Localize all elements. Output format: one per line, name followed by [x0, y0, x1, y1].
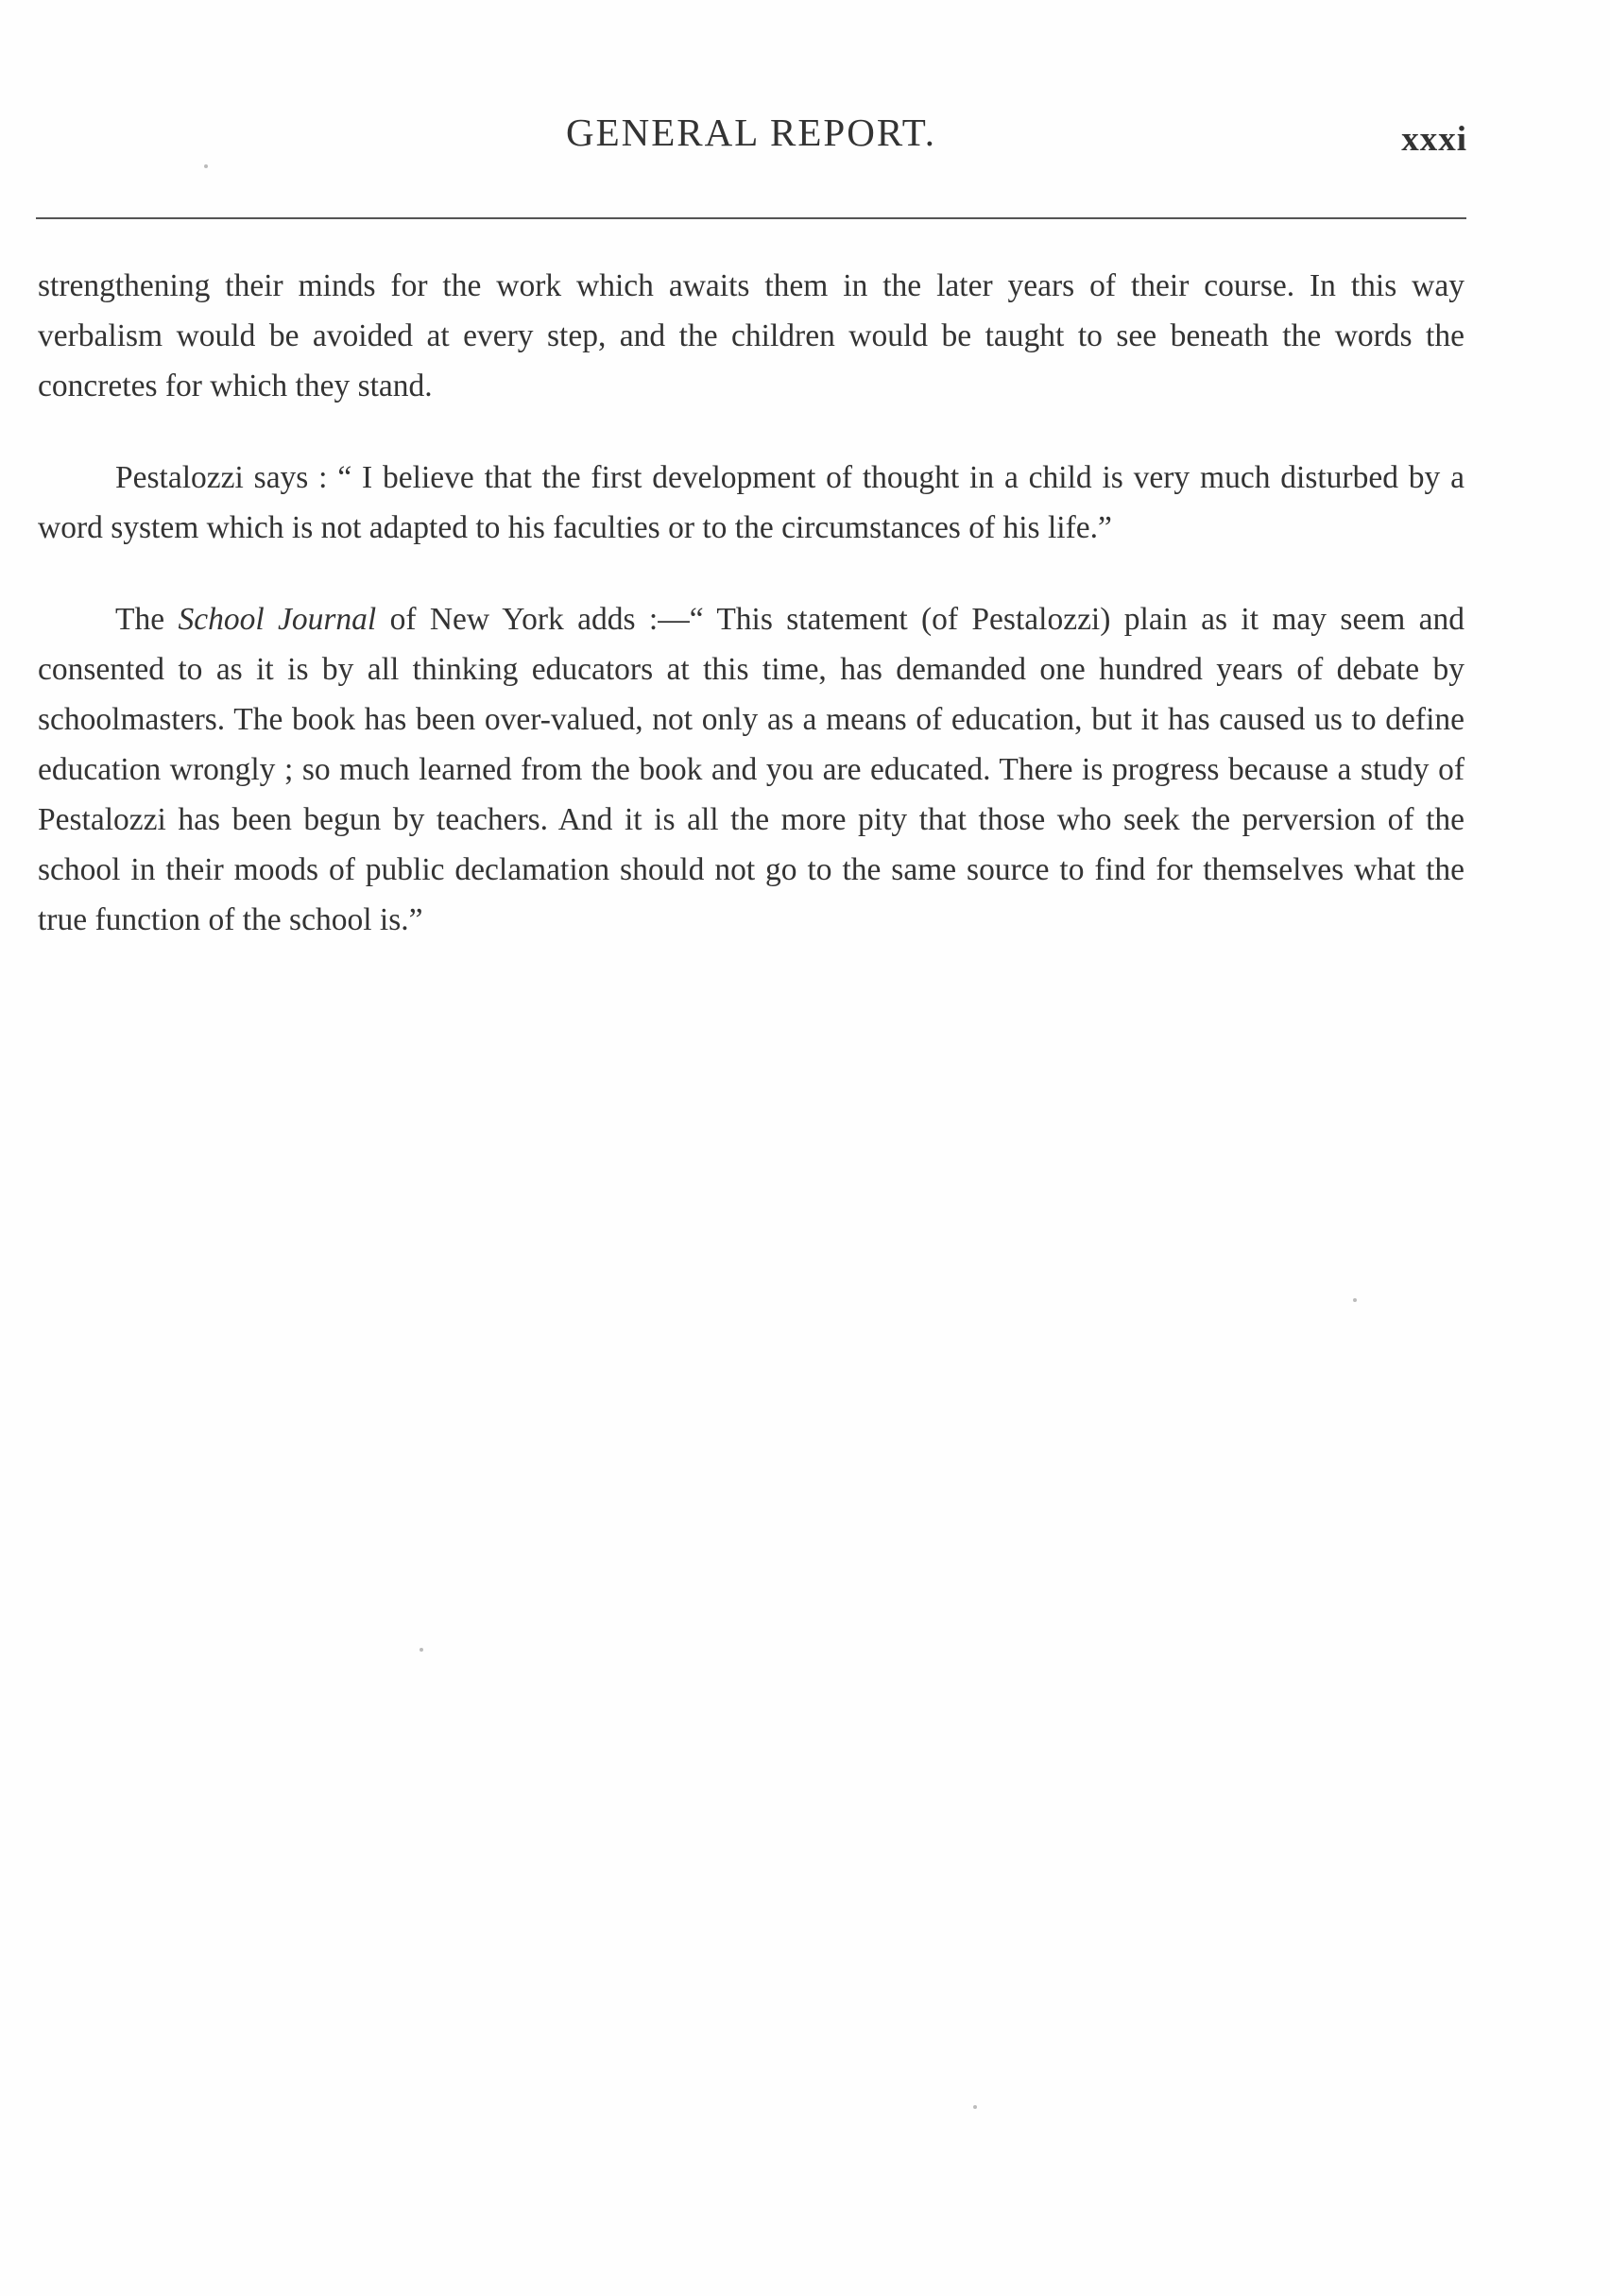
header-rule: [36, 217, 1466, 219]
paragraph-school-journal: [38, 594, 1464, 945]
paper-speck: [204, 164, 208, 168]
body-text: [38, 261, 1464, 986]
paragraph-lead: The: [115, 602, 179, 637]
journal-title: School Journal: [178, 602, 377, 637]
paper-speck: [973, 2105, 977, 2109]
paragraph-pestalozzi-quote: Pestalozzi says : “ I believe that the first development of thought in a child is very much disturbed by a word system which is not adapted to his faculties or to the circumstances of his life.”: [38, 460, 1464, 545]
page-number: xxxi: [1401, 120, 1467, 159]
paragraph-continuation: strengthening their minds for the work which awaits them in the later years of their course. In this way verbalism would be avoided at every step, and the children would be taught to see beneath the words the concretes for which they stand.: [38, 268, 1464, 403]
running-head: [0, 110, 1610, 166]
running-head-title: GENERAL REPORT.: [566, 111, 936, 154]
paragraph-rest: of New York adds :—“ This statement (of Pestalozzi) plain as it may seem and consented to as it is by all thinking educators at this time, has demanded one hundred years of debate by schoolmasters. The book has been over-valued, not only as a means of education, but it has caused us to define education wrongly ; so much learned from the book and you are educated. There is progress because a study of Pestalozzi has been begun by teachers. And it is all the more pity that those who seek the perversion of the school in their moods of public declamation should not go to the same source to find for themselves what the true function of the school is.”: [38, 602, 1464, 937]
paper-speck: [420, 1648, 423, 1652]
paper-speck: [1353, 1298, 1357, 1302]
